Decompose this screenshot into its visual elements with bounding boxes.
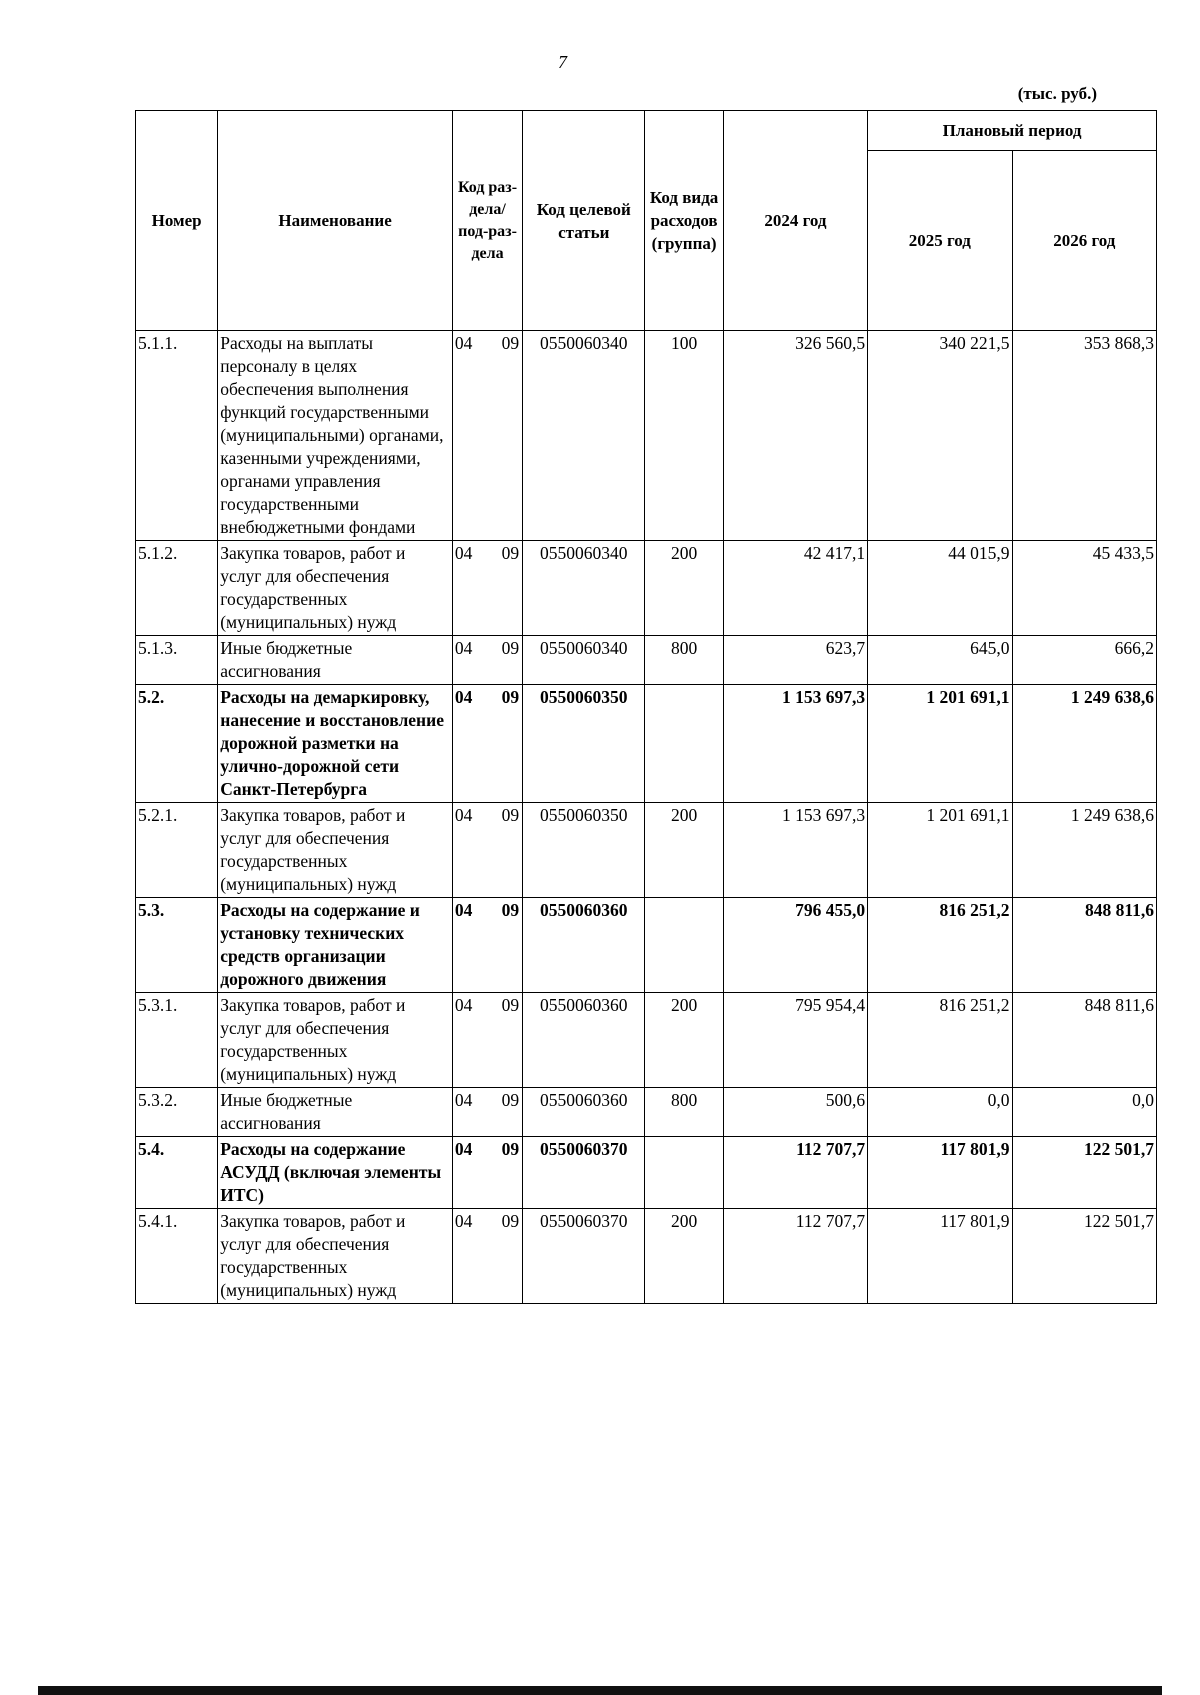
row-subsection: 09 — [501, 995, 520, 1015]
row-section: 04 — [454, 1139, 473, 1159]
row-value-2024: 326 560,5 — [723, 331, 867, 541]
row-section: 04 — [454, 1090, 473, 1110]
row-value-2025: 340 221,5 — [868, 331, 1012, 541]
row-value-2024: 1 153 697,3 — [723, 803, 867, 898]
page-number: 7 — [558, 52, 567, 72]
row-target-code: 0550060340 — [523, 541, 645, 636]
row-value-2024: 500,6 — [723, 1088, 867, 1137]
row-subsection: 09 — [501, 1211, 520, 1231]
row-value-2025: 117 801,9 — [868, 1209, 1012, 1304]
row-number: 5.4.1. — [136, 1209, 218, 1304]
header-section-code: Код раз-дела/ под-раз-дела — [452, 111, 522, 331]
row-section-code — [452, 803, 522, 898]
row-value-2026: 848 811,6 — [1012, 898, 1156, 993]
table-row — [136, 685, 1157, 803]
row-subsection: 09 — [501, 900, 520, 920]
row-section-code — [452, 993, 522, 1088]
row-section: 04 — [454, 900, 473, 920]
row-value-2025: 1 201 691,1 — [868, 685, 1012, 803]
units-label: (тыс. руб.) — [1017, 84, 1097, 103]
budget-table — [135, 110, 1157, 1304]
row-section-code — [452, 331, 522, 541]
header-target-code: Код целевой статьи — [523, 111, 645, 331]
row-target-code: 0550060370 — [523, 1137, 645, 1209]
row-subsection: 09 — [501, 638, 520, 658]
row-number: 5.1.3. — [136, 636, 218, 685]
row-target-code: 0550060370 — [523, 1209, 645, 1304]
header-year-2024: 2024 год — [723, 111, 867, 331]
header-year-2026: 2026 год — [1012, 151, 1156, 331]
row-expense-group — [645, 898, 723, 993]
row-value-2026: 1 249 638,6 — [1012, 685, 1156, 803]
row-section-code — [452, 1209, 522, 1304]
row-value-2026: 0,0 — [1012, 1088, 1156, 1137]
row-number: 5.3. — [136, 898, 218, 993]
table-body — [136, 331, 1157, 1304]
row-expense-group: 200 — [645, 1209, 723, 1304]
header-expense-type-code: Код вида расходов (группа) — [645, 111, 723, 331]
row-section-code — [452, 1137, 522, 1209]
header-planned-period: Плановый период — [868, 111, 1157, 151]
row-name: Закупка товаров, работ и услуг для обеспечения государственных (муниципальных) нужд — [218, 1209, 453, 1304]
row-name: Закупка товаров, работ и услуг для обеспечения государственных (муниципальных) нужд — [218, 803, 453, 898]
row-section: 04 — [454, 995, 473, 1015]
row-subsection: 09 — [501, 333, 520, 353]
row-section: 04 — [454, 687, 473, 707]
row-value-2026: 353 868,3 — [1012, 331, 1156, 541]
header-number: Номер — [136, 111, 218, 331]
row-section-code — [452, 1088, 522, 1137]
row-value-2026: 122 501,7 — [1012, 1209, 1156, 1304]
row-value-2026: 45 433,5 — [1012, 541, 1156, 636]
header-year-2025: 2025 год — [868, 151, 1012, 331]
row-expense-group: 200 — [645, 803, 723, 898]
header-name: Наименование — [218, 111, 453, 331]
row-section: 04 — [454, 1211, 473, 1231]
row-value-2025: 117 801,9 — [868, 1137, 1012, 1209]
row-number: 5.3.1. — [136, 993, 218, 1088]
table-row — [136, 803, 1157, 898]
row-expense-group — [645, 1137, 723, 1209]
row-value-2024: 795 954,4 — [723, 993, 867, 1088]
table-row — [136, 1137, 1157, 1209]
row-value-2024: 112 707,7 — [723, 1209, 867, 1304]
row-section-code — [452, 898, 522, 993]
row-name: Расходы на содержание АСУДД (включая элементы ИТС) — [218, 1137, 453, 1209]
row-section-code — [452, 636, 522, 685]
row-section: 04 — [454, 333, 473, 353]
row-expense-group: 800 — [645, 1088, 723, 1137]
row-value-2024: 112 707,7 — [723, 1137, 867, 1209]
row-section: 04 — [454, 638, 473, 658]
row-section: 04 — [454, 543, 473, 563]
table-row — [136, 898, 1157, 993]
row-name: Иные бюджетные ассигнования — [218, 636, 453, 685]
row-subsection: 09 — [501, 1090, 520, 1110]
row-value-2025: 645,0 — [868, 636, 1012, 685]
row-target-code: 0550060340 — [523, 331, 645, 541]
row-number: 5.1.1. — [136, 331, 218, 541]
row-expense-group: 100 — [645, 331, 723, 541]
row-name: Закупка товаров, работ и услуг для обеспечения государственных (муниципальных) нужд — [218, 993, 453, 1088]
row-name: Расходы на демаркировку, нанесение и восстановление дорожной разметки на улично-дорожной сети Санкт-Петербурга — [218, 685, 453, 803]
scan-edge-bar — [38, 1686, 1162, 1695]
row-subsection: 09 — [501, 543, 520, 563]
row-number: 5.3.2. — [136, 1088, 218, 1137]
row-number: 5.2.1. — [136, 803, 218, 898]
row-target-code: 0550060350 — [523, 685, 645, 803]
row-value-2026: 122 501,7 — [1012, 1137, 1156, 1209]
table-header — [136, 111, 1157, 331]
row-value-2025: 816 251,2 — [868, 898, 1012, 993]
row-expense-group: 200 — [645, 541, 723, 636]
row-value-2025: 44 015,9 — [868, 541, 1012, 636]
table-row — [136, 1209, 1157, 1304]
row-expense-group: 800 — [645, 636, 723, 685]
row-value-2025: 0,0 — [868, 1088, 1012, 1137]
row-value-2024: 42 417,1 — [723, 541, 867, 636]
row-target-code: 0550060340 — [523, 636, 645, 685]
row-number: 5.4. — [136, 1137, 218, 1209]
row-subsection: 09 — [501, 1139, 520, 1159]
row-target-code: 0550060360 — [523, 898, 645, 993]
row-value-2024: 623,7 — [723, 636, 867, 685]
row-subsection: 09 — [501, 687, 520, 707]
row-value-2025: 1 201 691,1 — [868, 803, 1012, 898]
row-section-code — [452, 685, 522, 803]
row-section: 04 — [454, 805, 473, 825]
row-value-2024: 1 153 697,3 — [723, 685, 867, 803]
row-target-code: 0550060350 — [523, 803, 645, 898]
row-value-2025: 816 251,2 — [868, 993, 1012, 1088]
row-expense-group — [645, 685, 723, 803]
row-value-2024: 796 455,0 — [723, 898, 867, 993]
row-name: Расходы на выплаты персоналу в целях обеспечения выполнения функций государственными (муниципальными) органами, казенными учреждениями, органами управления государственными внебюджетными фондами — [218, 331, 453, 541]
table-row — [136, 331, 1157, 541]
row-name: Иные бюджетные ассигнования — [218, 1088, 453, 1137]
row-number: 5.1.2. — [136, 541, 218, 636]
row-name: Закупка товаров, работ и услуг для обеспечения государственных (муниципальных) нужд — [218, 541, 453, 636]
row-target-code: 0550060360 — [523, 993, 645, 1088]
row-target-code: 0550060360 — [523, 1088, 645, 1137]
table-row — [136, 993, 1157, 1088]
row-subsection: 09 — [501, 805, 520, 825]
row-value-2026: 848 811,6 — [1012, 993, 1156, 1088]
row-number: 5.2. — [136, 685, 218, 803]
row-section-code — [452, 541, 522, 636]
row-value-2026: 666,2 — [1012, 636, 1156, 685]
row-expense-group: 200 — [645, 993, 723, 1088]
row-value-2026: 1 249 638,6 — [1012, 803, 1156, 898]
row-name: Расходы на содержание и установку технических средств организации дорожного движения — [218, 898, 453, 993]
table-row — [136, 636, 1157, 685]
table-row — [136, 541, 1157, 636]
table-row — [136, 1088, 1157, 1137]
